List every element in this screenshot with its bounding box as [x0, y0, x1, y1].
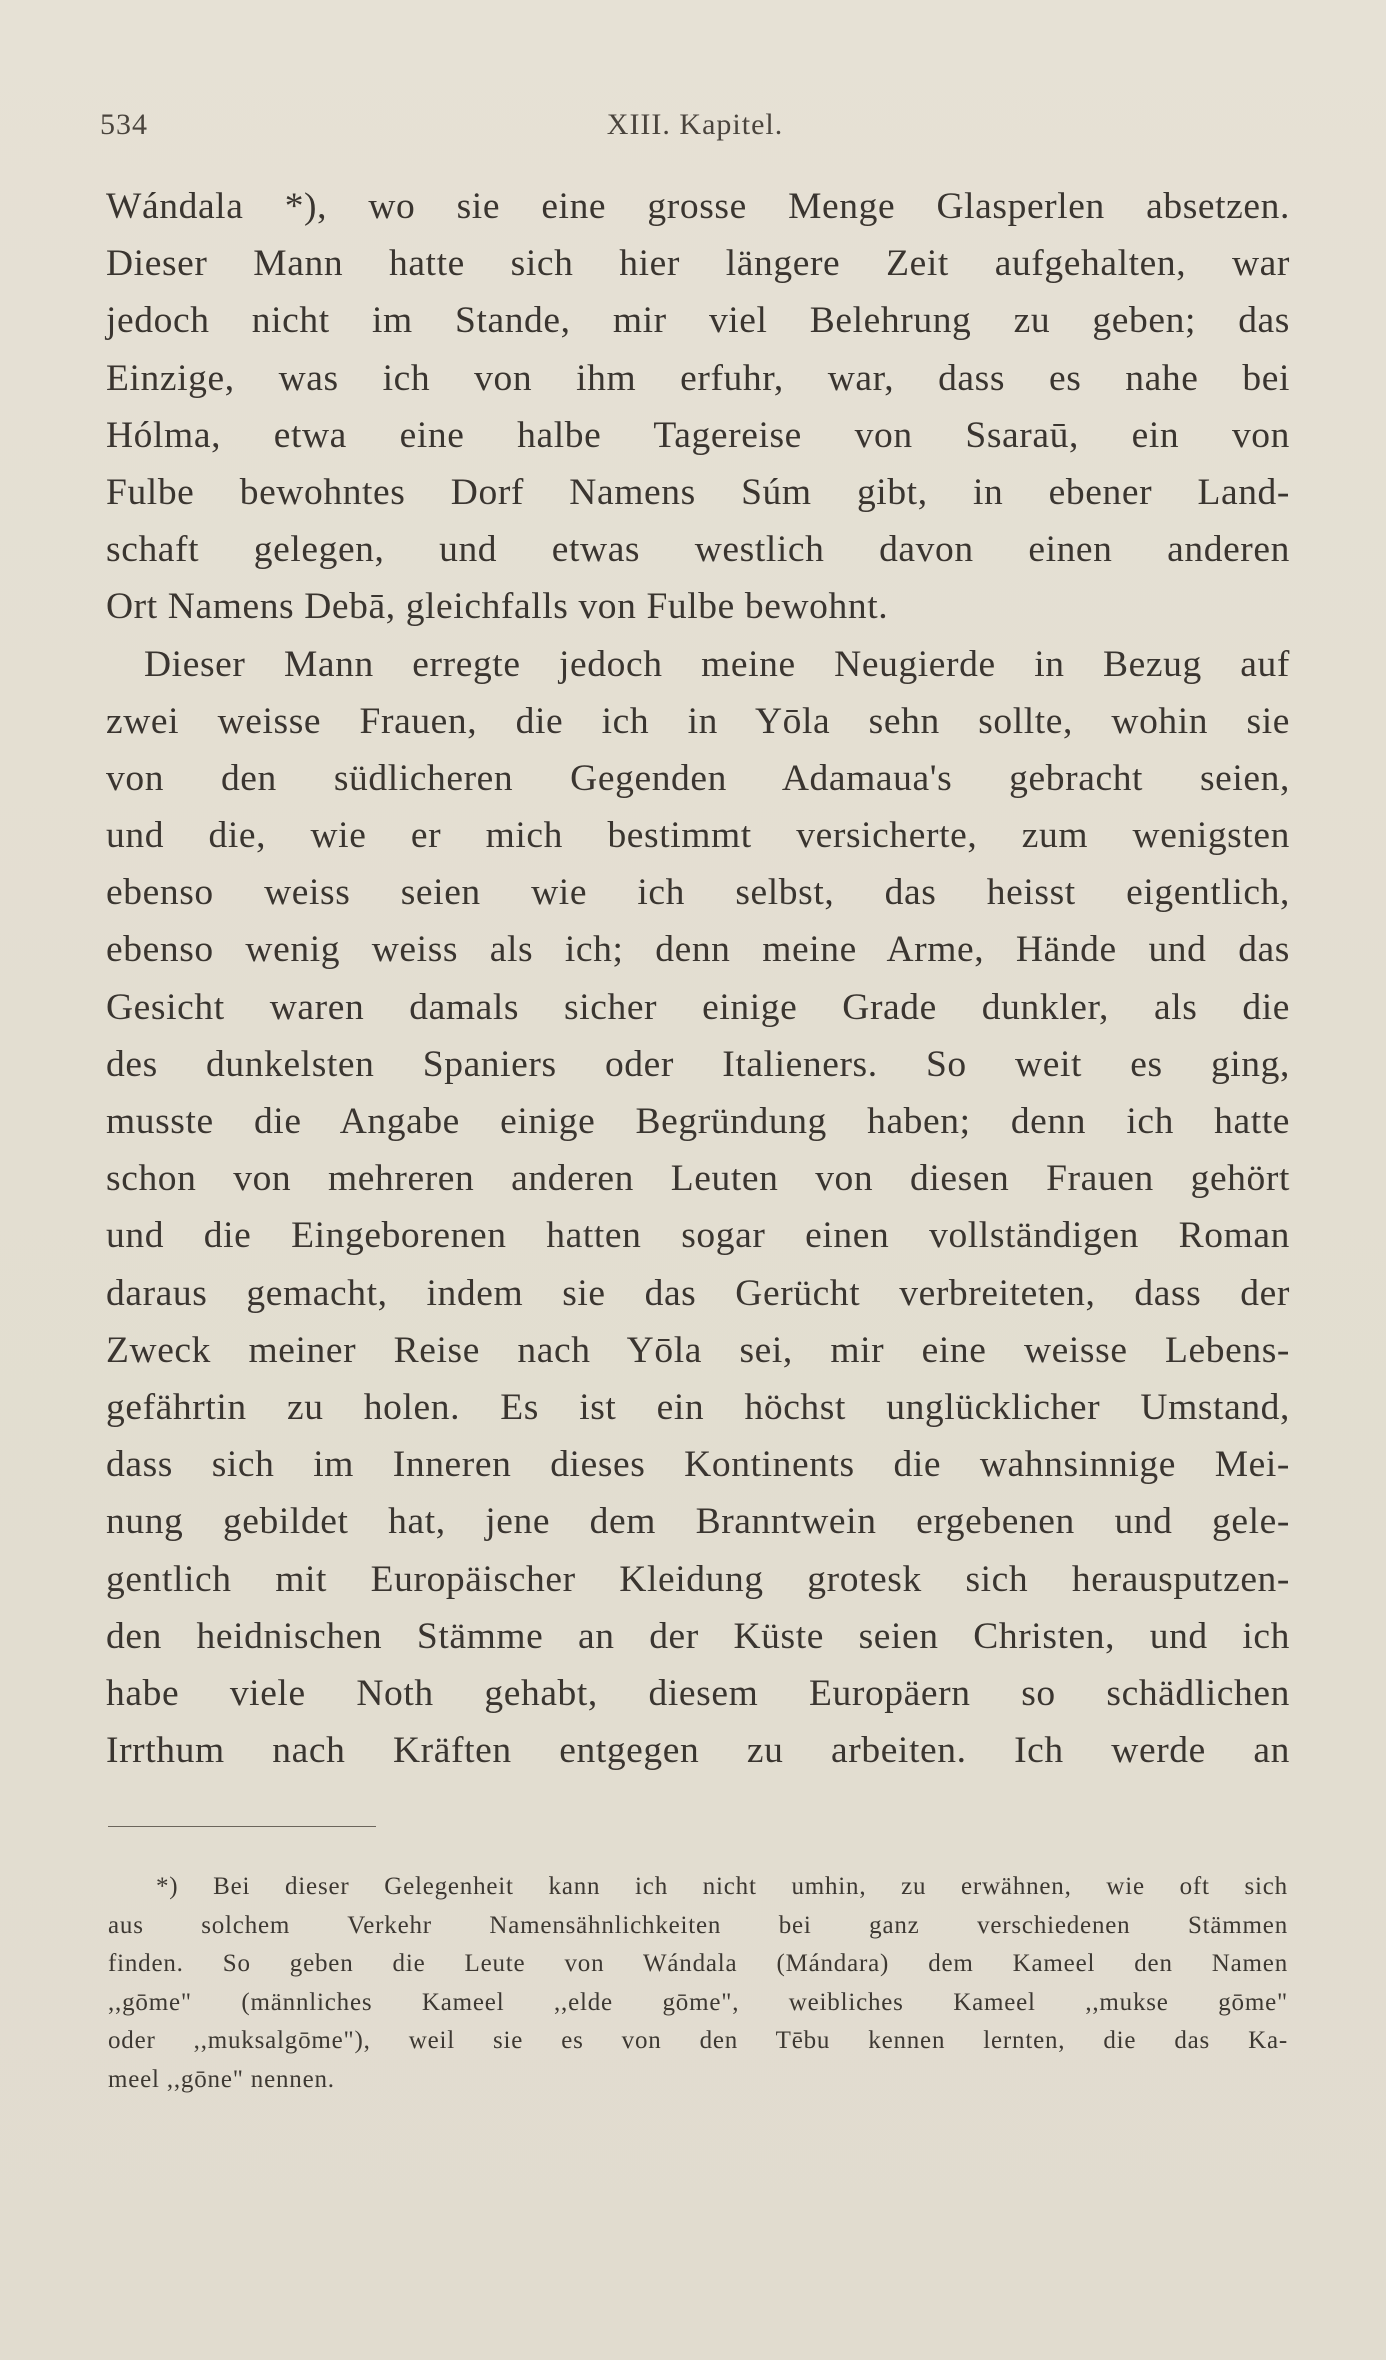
- running-title: XIII. Kapitel.: [606, 108, 784, 141]
- footnote-line: finden. So geben die Leute von Wándala (Mándara) dem Kameel den Namen: [108, 1950, 1288, 1978]
- text-line: ebenso weiss seien wie ich selbst, das heisst eigentlich,: [106, 872, 1290, 914]
- text-line: Einzige, was ich von ihm erfuhr, war, dass es nahe bei: [106, 357, 1290, 399]
- page-header: [100, 108, 1290, 154]
- text-line: Gesicht waren damals sicher einige Grade dunkler, als die: [106, 986, 1290, 1028]
- text-line: schon von mehreren anderen Leuten von diesen Frauen gehört: [106, 1158, 1290, 1200]
- text-line: daraus gemacht, indem sie das Gerücht verbreiteten, dass der: [106, 1272, 1290, 1314]
- text-line: zwei weisse Frauen, die ich in Yōla sehn sollte, wohin sie: [106, 700, 1290, 742]
- text-line: Fulbe bewohntes Dorf Namens Súm gibt, in ebener Land-: [106, 471, 1290, 513]
- text-line: dass sich im Inneren dieses Kontinents die wahnsinnige Mei-: [106, 1444, 1290, 1486]
- text-line: Dieser Mann erregte jedoch meine Neugierde in Bezug auf: [144, 643, 1290, 685]
- text-line: jedoch nicht im Stande, mir viel Belehrung zu geben; das: [106, 300, 1290, 342]
- text-line: Wándala *), wo sie eine grosse Menge Glasperlen absetzen.: [106, 186, 1290, 227]
- text-line: des dunkelsten Spaniers oder Italieners. So weit es ging,: [106, 1043, 1290, 1085]
- text-line: musste die Angabe einige Begründung haben; denn ich hatte: [106, 1101, 1290, 1142]
- text-line: Ort Namens Debā, gleichfalls von Fulbe bewohnt.: [106, 586, 889, 628]
- main-text: [106, 178, 1290, 1779]
- text-line: nung gebildet hat, jene dem Branntwein ergebenen und gele-: [106, 1501, 1290, 1543]
- footnote-line: oder ,,muksalgōme"), weil sie es von den Tēbu kennen lernten, die das Ka-: [108, 2027, 1288, 2055]
- footnote-line: meel ,,gōne" nennen.: [108, 2065, 335, 2093]
- text-line: ebenso wenig weiss als ich; denn meine Arme, Hände und das: [106, 929, 1290, 971]
- text-line: den heidnischen Stämme an der Küste seien Christen, und ich: [106, 1615, 1290, 1657]
- page-number: 534: [100, 108, 148, 141]
- text-line: Dieser Mann hatte sich hier längere Zeit aufgehalten, war: [106, 243, 1290, 285]
- text-line: gentlich mit Europäischer Kleidung grotesk sich herausputzen-: [106, 1558, 1290, 1600]
- text-line: gefährtin zu holen. Es ist ein höchst unglücklicher Umstand,: [106, 1386, 1290, 1428]
- text-line: Zweck meiner Reise nach Yōla sei, mir eine weisse Lebens-: [106, 1329, 1290, 1371]
- text-line: von den südlicheren Gegenden Adamaua's gebracht seien,: [106, 757, 1290, 799]
- text-line: Hólma, etwa eine halbe Tagereise von Ssaraū, ein von: [106, 414, 1290, 456]
- footnote-line: aus solchem Verkehr Namensähnlichkeiten bei ganz verschiedenen Stämmen: [108, 1911, 1288, 1939]
- text-line: Irrthum nach Kräften entgegen zu arbeiten. Ich werde an: [106, 1730, 1290, 1772]
- text-line: und die, wie er mich bestimmt versicherte, zum wenigsten: [106, 815, 1290, 857]
- footnote: [108, 1868, 1288, 2100]
- text-line: schaft gelegen, und etwas westlich davon einen anderen: [106, 529, 1290, 571]
- footnote-divider: [108, 1826, 376, 1827]
- footnote-line: ,,gōme" (männliches Kameel ,,elde gōme", weibliches Kameel ,,mukse gōme": [108, 1988, 1288, 2016]
- text-line: und die Eingeborenen hatten sogar einen vollständigen Roman: [106, 1215, 1290, 1257]
- text-line: habe viele Noth gehabt, diesem Europäern so schädlichen: [106, 1672, 1290, 1714]
- footnote-line: *) Bei dieser Gelegenheit kann ich nicht umhin, zu erwähnen, wie oft sich: [156, 1873, 1288, 1900]
